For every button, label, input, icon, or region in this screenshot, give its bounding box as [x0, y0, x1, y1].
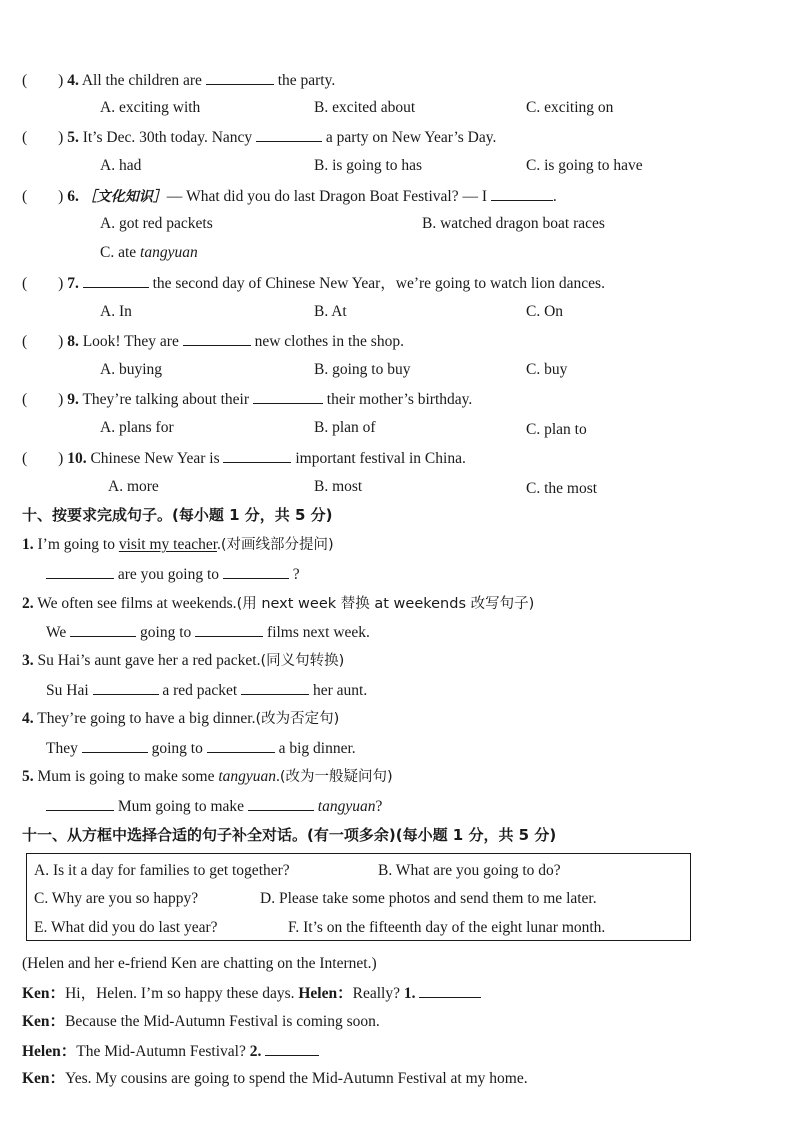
- question-text: the party.: [273, 72, 336, 89]
- question-number: 5.: [22, 768, 34, 785]
- instruction: (改为一般疑问句): [279, 769, 393, 785]
- answer-blank[interactable]: [195, 622, 263, 637]
- option-a[interactable]: A. buying: [100, 361, 162, 378]
- instruction: (对画线部分提问): [220, 537, 334, 553]
- question-number: 9.: [67, 391, 79, 408]
- answer-bracket: ( ): [22, 391, 64, 408]
- culture-tag: ［文化知识］: [82, 189, 167, 205]
- sec10-question-1: [22, 535, 334, 555]
- box-option-f[interactable]: F. It’s on the fifteenth day of the eight lunar month.: [288, 919, 606, 936]
- speaker: Helen：: [298, 985, 353, 1002]
- box-option-d[interactable]: D. Please take some photos and send them to me later.: [260, 890, 597, 907]
- question-10: [22, 448, 466, 469]
- dialogue-line-4: [22, 1069, 528, 1089]
- blank-number: 1.: [403, 985, 416, 1002]
- option-b[interactable]: B. going to buy: [314, 361, 411, 378]
- answer-blank[interactable]: [491, 186, 553, 201]
- section-10-title: 十、按要求完成句子。(每小题 1 分，共 5 分): [22, 506, 333, 524]
- dialogue-context: (Helen and her e-friend Ken are chatting on the Internet.): [22, 955, 377, 972]
- answer-blank[interactable]: [93, 680, 159, 695]
- answer-blank[interactable]: [223, 564, 289, 579]
- question-number: 1.: [22, 536, 34, 553]
- question-text: a party on New Year’s Day.: [322, 129, 497, 146]
- answer-text: a big dinner.: [274, 740, 356, 757]
- option-c-italic: tangyuan: [140, 244, 198, 261]
- answer-text: They: [46, 740, 82, 757]
- answer-blank[interactable]: [206, 70, 274, 85]
- dialogue-text: Hi，Helen. I’m so happy these days.: [65, 985, 299, 1002]
- option-b[interactable]: B. At: [314, 303, 347, 320]
- speaker: Ken：: [22, 1070, 66, 1087]
- answer-text: ?: [288, 566, 300, 583]
- answer-blank[interactable]: [46, 564, 114, 579]
- question-text: Chinese New Year is: [90, 450, 224, 467]
- sec10-question-3: [22, 651, 344, 671]
- answer-bracket: ( ): [22, 72, 64, 89]
- speaker: Helen：: [22, 1043, 77, 1060]
- question-4: [22, 70, 335, 91]
- question-text: Mum is going to make some: [37, 768, 219, 785]
- section-11-title: 十一、从方框中选择合适的句子补全对话。(有一项多余)(每小题 1 分，共 5 分): [22, 826, 557, 844]
- question-6: [22, 186, 557, 207]
- question-number: 5.: [67, 129, 79, 146]
- answer-text: Su Hai: [46, 682, 93, 699]
- sec10-question-4: [22, 709, 339, 729]
- question-text: .: [217, 536, 221, 553]
- question-8: [22, 331, 404, 352]
- answer-bracket: ( ): [22, 275, 64, 292]
- answer-blank[interactable]: [183, 331, 251, 346]
- question-text: I’m going to: [37, 536, 119, 553]
- answer-blank[interactable]: [83, 273, 149, 288]
- question-7: [22, 273, 605, 294]
- answer-text: going to: [147, 740, 207, 757]
- option-a[interactable]: A. more: [108, 478, 159, 495]
- option-c[interactable]: C. buy: [526, 361, 568, 378]
- speaker: Ken：: [22, 1013, 66, 1030]
- question-5: [22, 127, 496, 148]
- option-c[interactable]: C. the most: [526, 480, 598, 497]
- instruction: (同义句转换): [260, 653, 345, 669]
- answer-text: Mum going to make: [114, 798, 248, 815]
- question-text: the second day of Chinese New Year，we’re going to watch lion dances.: [148, 275, 605, 292]
- box-option-c[interactable]: C. Why are you so happy?: [34, 890, 199, 907]
- answer-blank[interactable]: [256, 127, 322, 142]
- option-c-label: C. ate: [100, 244, 141, 261]
- italic-word: tangyuan: [218, 768, 277, 785]
- dialogue-text: Yes. My cousins are going to spend the Mid-Autumn Festival at my home.: [65, 1070, 528, 1087]
- question-text: .: [552, 188, 557, 205]
- instruction: (用 next week 替换 at weekends 改写句子): [236, 596, 535, 612]
- answer-text: going to: [136, 624, 196, 641]
- italic-word: tangyuan: [317, 798, 376, 815]
- dialogue-line-1: [22, 983, 481, 1004]
- answer-blank[interactable]: [265, 1041, 319, 1056]
- sec10-answer-1: [46, 564, 300, 585]
- question-9: [22, 389, 472, 410]
- question-text: important festival in China.: [291, 450, 466, 467]
- answer-blank[interactable]: [419, 983, 481, 998]
- answer-text: her aunt.: [309, 682, 368, 699]
- answer-text: We: [46, 624, 71, 641]
- question-text: We often see films at weekends.: [37, 595, 237, 612]
- question-number: 3.: [22, 652, 34, 669]
- option-a[interactable]: A. had: [100, 157, 142, 174]
- option-c[interactable]: C. On: [526, 303, 564, 320]
- question-number: 7.: [67, 275, 79, 292]
- answer-text: films next week.: [263, 624, 370, 641]
- box-option-b[interactable]: B. What are you going to do?: [378, 862, 561, 879]
- question-text: It’s Dec. 30th today. Nancy: [82, 129, 257, 146]
- blank-number: 2.: [249, 1043, 262, 1060]
- sec10-question-2: [22, 594, 534, 614]
- question-text: Su Hai’s aunt gave her a red packet.: [37, 652, 261, 669]
- question-number: 4.: [67, 72, 79, 89]
- sec10-answer-3: [46, 680, 367, 701]
- option-c[interactable]: C. plan to: [526, 421, 587, 438]
- option-b[interactable]: B. watched dragon boat races: [422, 215, 605, 232]
- question-text: Look! They are: [82, 333, 183, 350]
- sec10-answer-2: [46, 622, 370, 643]
- answer-blank[interactable]: [241, 680, 309, 695]
- box-option-e[interactable]: E. What did you do last year?: [34, 919, 218, 936]
- answer-bracket: ( ): [22, 129, 64, 146]
- underlined-phrase: visit my teacher: [118, 536, 218, 553]
- answer-blank[interactable]: [248, 796, 314, 811]
- answer-bracket: ( ): [22, 450, 64, 467]
- question-text: .: [276, 768, 280, 785]
- question-text: All the children are: [81, 72, 206, 89]
- option-c[interactable]: C. is going to have: [526, 157, 643, 174]
- dialogue-line-3: [22, 1041, 319, 1062]
- sec10-question-5: [22, 767, 393, 787]
- question-number: 2.: [22, 595, 34, 612]
- dialogue-text: The Mid-Autumn Festival?: [76, 1043, 250, 1060]
- option-c[interactable]: [100, 243, 198, 263]
- option-a[interactable]: A. In: [100, 303, 132, 320]
- question-text: new clothes in the shop.: [250, 333, 404, 350]
- box-option-a[interactable]: A. Is it a day for families to get together?: [34, 862, 290, 879]
- sec10-answer-4: [46, 738, 356, 759]
- option-b[interactable]: B. excited about: [314, 99, 416, 116]
- dialogue-text: Really?: [352, 985, 404, 1002]
- dialogue-text: Because the Mid-Autumn Festival is coming soon.: [65, 1013, 380, 1030]
- option-a[interactable]: A. plans for: [100, 419, 174, 436]
- answer-text: a red packet: [158, 682, 242, 699]
- answer-blank[interactable]: [223, 448, 291, 463]
- option-b[interactable]: B. plan of: [314, 419, 376, 436]
- answer-blank[interactable]: [70, 622, 136, 637]
- dialogue-line-2: [22, 1012, 380, 1032]
- question-number: 10.: [67, 450, 87, 467]
- instruction: (改为否定句): [255, 711, 340, 727]
- answer-blank[interactable]: [46, 796, 114, 811]
- answer-bracket: ( ): [22, 188, 64, 205]
- answer-blank[interactable]: [207, 738, 275, 753]
- question-number: 4.: [22, 710, 34, 727]
- question-text: their mother’s birthday.: [322, 391, 473, 408]
- answer-text: ?: [375, 798, 383, 815]
- question-number: 6.: [67, 188, 79, 205]
- answer-blank[interactable]: [82, 738, 148, 753]
- answer-blank[interactable]: [253, 389, 323, 404]
- question-number: 8.: [67, 333, 79, 350]
- answer-text: are you going to: [114, 566, 223, 583]
- option-a[interactable]: A. got red packets: [100, 215, 213, 232]
- option-a[interactable]: A. exciting with: [100, 99, 201, 116]
- speaker: Ken：: [22, 985, 66, 1002]
- answer-bracket: ( ): [22, 333, 64, 350]
- option-b[interactable]: B. most: [314, 478, 363, 495]
- question-text: They’re talking about their: [82, 391, 253, 408]
- option-c[interactable]: C. exciting on: [526, 99, 614, 116]
- sec10-answer-5: [46, 796, 382, 817]
- question-text: — What did you do last Dragon Boat Festival? — I: [166, 188, 491, 205]
- question-text: They’re going to have a big dinner.: [37, 710, 256, 727]
- option-b[interactable]: B. is going to has: [314, 157, 423, 174]
